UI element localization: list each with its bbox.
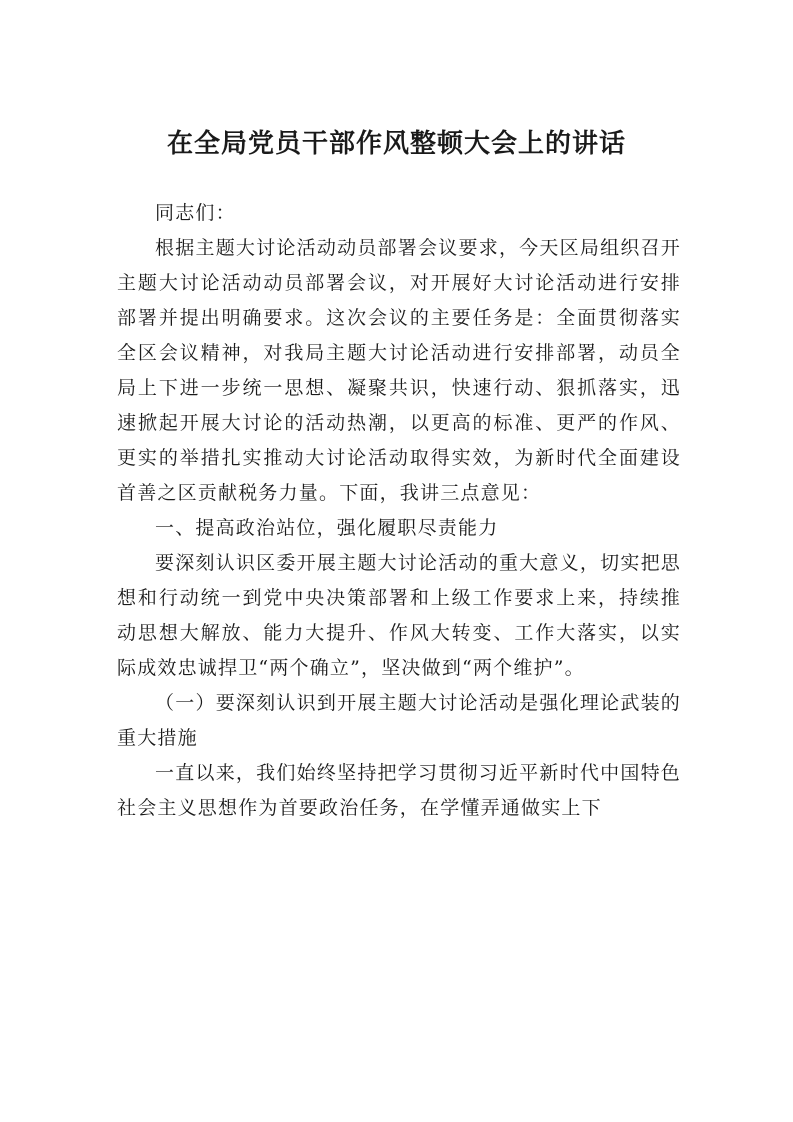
salutation: 同志们： [155,202,236,224]
section-heading-1: 一、提高政治站位，强化履职尽责能力 [155,517,499,539]
paragraph-intro: 根据主题大讨论活动动员部署会议要求，今天区局组织召开主题大讨论活动动员部署会议，对开展好大讨论活动进行安排部署并提出明确要求。这次会议的主要任务是：全面贯彻落实全区会议精神，对我局主题大讨论活动进行安排部署，动员全局上下进一步统一思想、凝聚共识，快速行动、狠抓落实，迅速掀起开展大讨论的活动热潮，以更高的标准、更严的作风、更实的举措扎实推动大讨论活动取得实效，为新时代全面建设首善之区贡献税务力量。下面，我讲三点意见： [117,237,681,504]
paragraph-subsection-1: 一直以来，我们始终坚持把学习贯彻习近平新时代中国特色社会主义思想作为首要政治任务，在学懂弄通做实上下 [117,762,681,819]
document-title: 在全局党员干部作风整顿大会上的讲话 [166,129,626,159]
document-body [117,196,681,826]
paragraph-section-1: 要深刻认识区委开展主题大讨论活动的重大意义，切实把思想和行动统一到党中央决策部署和上级工作要求上来，持续推动思想大解放、能力大提升、作风大转变、工作大落实，以实际成效忠诚捍卫“两个确立”，坚决做到“两个维护”。 [117,552,681,679]
subsection-heading-1: （一）要深刻认识到开展主题大讨论活动是强化理论武装的重大措施 [117,692,681,749]
